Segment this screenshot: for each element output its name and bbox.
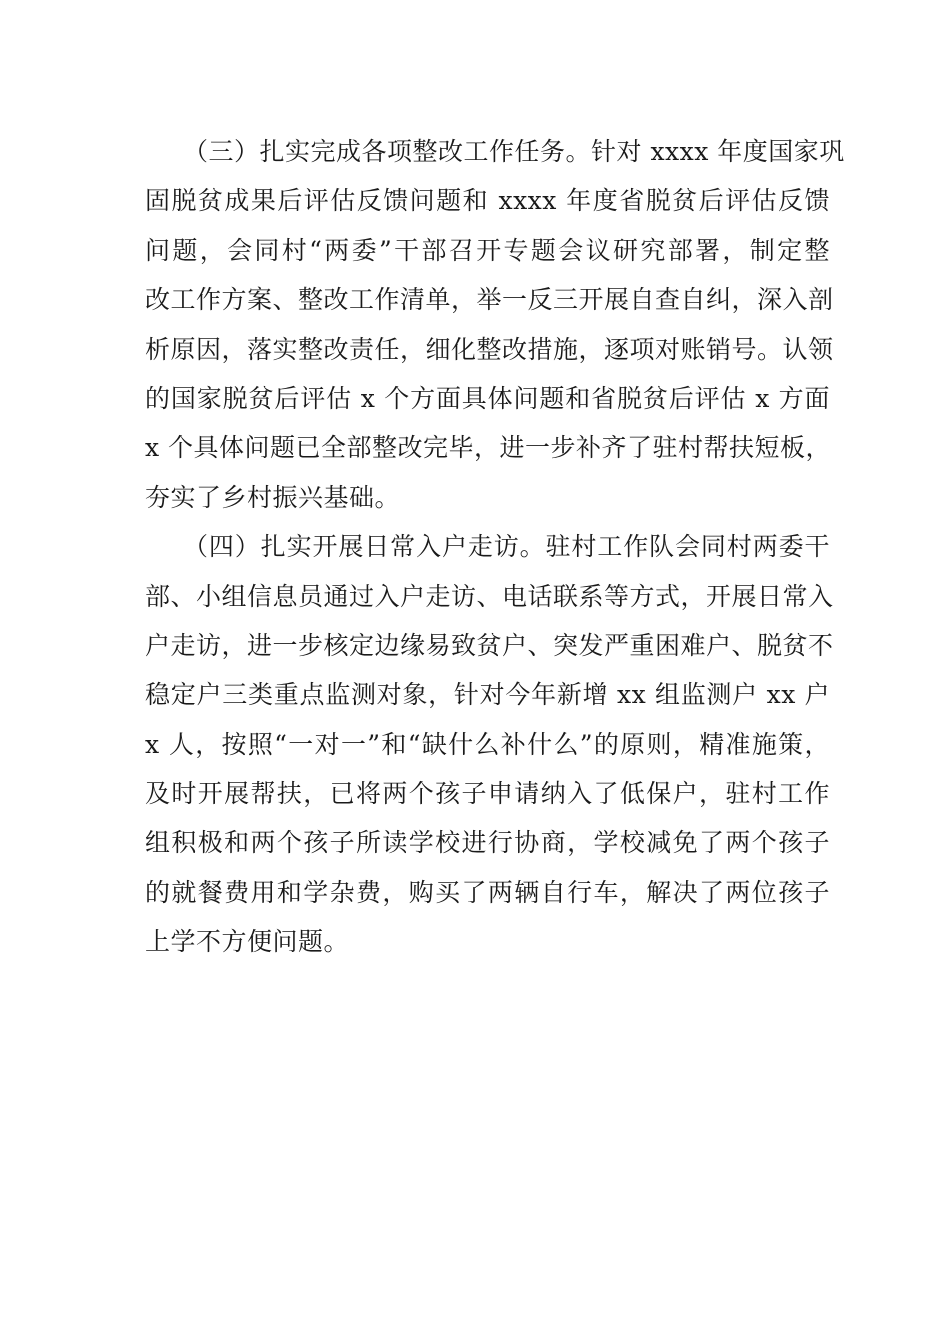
text-line: 的就餐费用和学杂费，购买了两辆自行车，解决了两位孩子 — [145, 877, 830, 907]
text-line: 稳定户三类重点监测对象，针对今年新增 xx 组监测户 xx 户 — [145, 680, 830, 710]
text-line: 及时开展帮扶，已将两个孩子申请纳入了低保户，驻村工作 — [145, 779, 830, 809]
text-line: 上学不方便问题。 — [145, 927, 350, 957]
text-line: 的国家脱贫后评估 x 个方面具体问题和省脱贫后评估 x 方面 — [145, 383, 830, 413]
text-line: 部、小组信息员通过入户走访、电话联系等方式，开展日常入 — [145, 581, 834, 611]
text-line: 固脱贫成果后评估反馈问题和 xxxx 年度省脱贫后评估反馈 — [145, 186, 830, 216]
text-line: 析原因，落实整改责任，细化整改措施，逐项对账销号。认领 — [145, 334, 834, 364]
text-line: 夯实了乡村振兴基础。 — [145, 482, 401, 512]
text-line: 问题，会同村“两委”干部召开专题会议研究部署，制定整 — [145, 235, 830, 265]
paragraph-rectification-tasks — [145, 127, 845, 522]
text-line: 户走访，进一步核定边缘易致贫户、突发严重困难户、脱贫不 — [145, 630, 834, 660]
text-line: （三）扎实完成各项整改工作任务。针对 xxxx 年度国家巩 — [183, 137, 845, 166]
text-line: （四）扎实开展日常入户走访。驻村工作队会同村两委干 — [183, 532, 830, 562]
text-line: 改工作方案、整改工作清单，举一反三开展自查自纠，深入剖 — [145, 285, 834, 315]
text-line: x 个具体问题已全部整改完毕，进一步补齐了驻村帮扶短板， — [145, 433, 832, 463]
text-line: x 人，按照“一对一”和“缺什么补什么”的原则，精准施策， — [145, 729, 830, 759]
paragraph-household-visits — [145, 522, 834, 967]
text-line: 组积极和两个孩子所读学校进行协商，学校减免了两个孩子 — [145, 828, 830, 858]
body-text — [145, 127, 845, 967]
